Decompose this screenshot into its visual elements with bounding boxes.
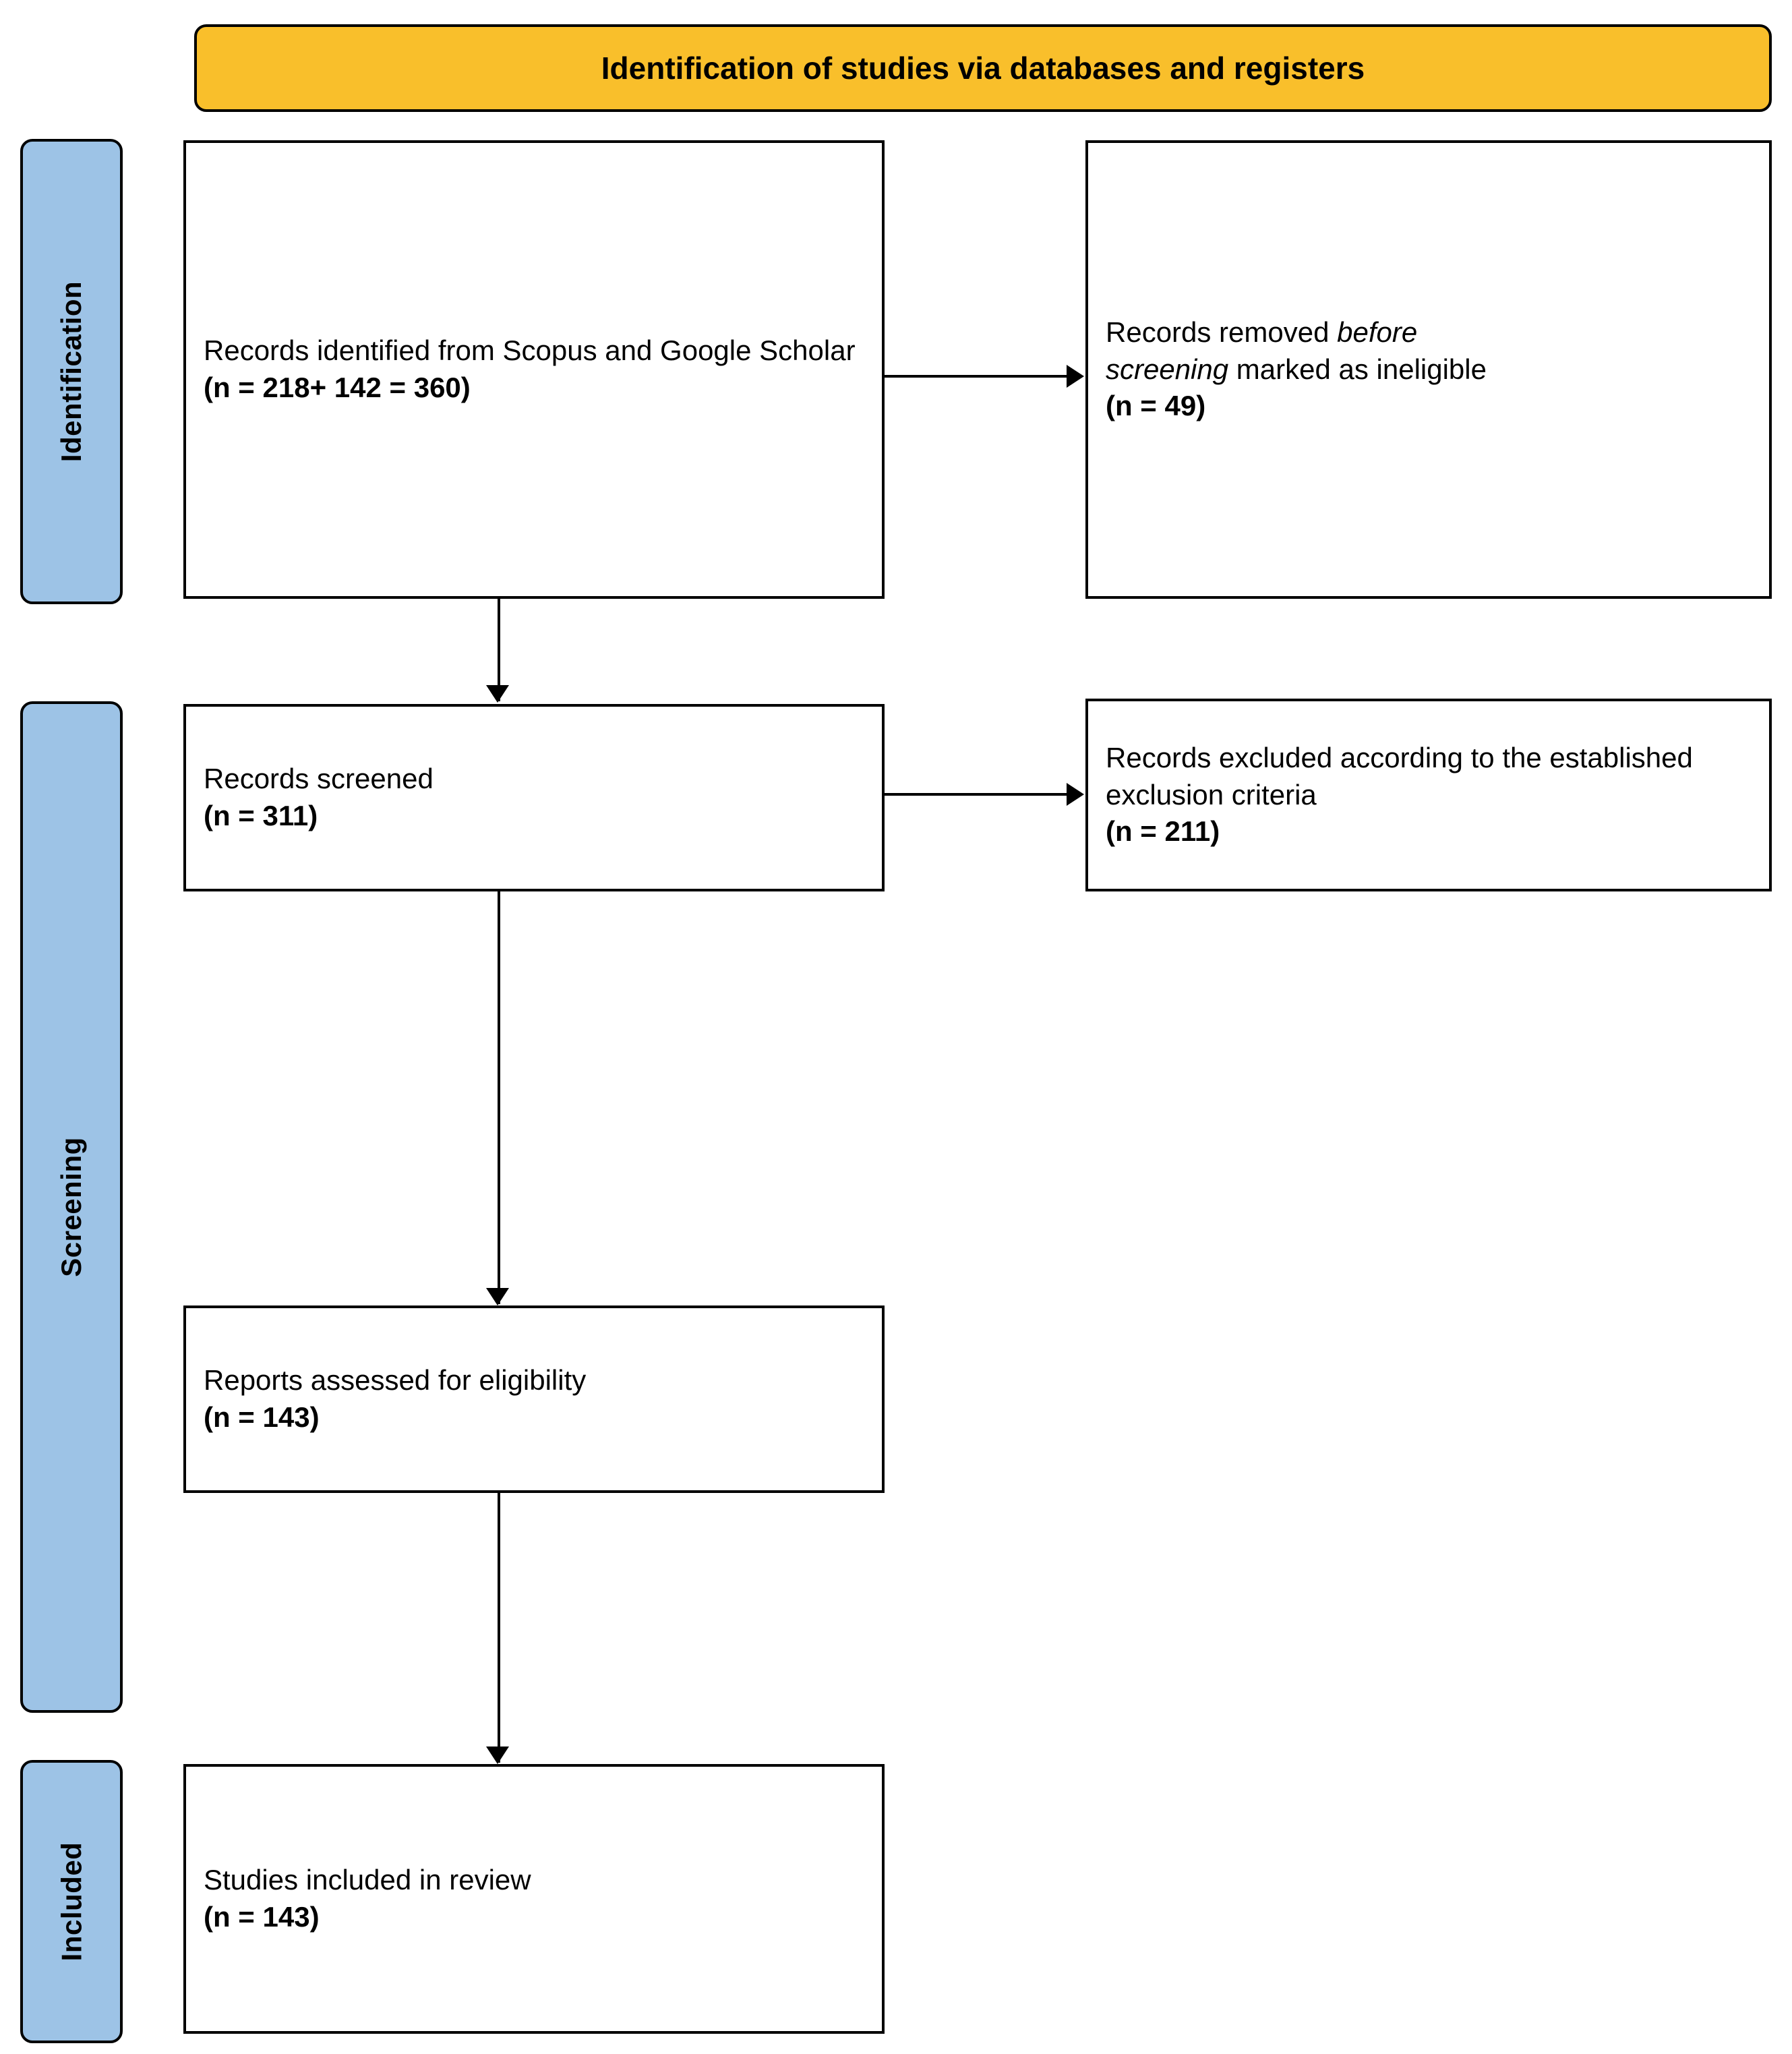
records-excluded-line1: Records excluded according to [1106,742,1495,774]
records-screened-line1: Records screened [204,763,434,795]
records-screened-count: (n = 311) [204,800,318,831]
phase-label-identification-text: Identification [55,281,87,463]
connector-screened-to-excluded [885,793,1067,796]
arrowhead-eligibility-to-included [486,1747,509,1764]
records-identified-line1: Records identified from Scopus [204,334,597,367]
reports-eligibility-line1: Reports assessed for eligibility [204,1364,587,1397]
box-records-excluded [1085,699,1772,891]
box-records-identified [183,140,885,599]
records-removed-line1-pre: Records removed [1106,316,1338,349]
box-reports-eligibility [183,1305,885,1493]
phase-label-screening-text: Screening [55,1137,88,1277]
arrowhead-screened-to-eligibility [486,1288,509,1305]
records-identified-line2: and Google Scholar [605,334,856,367]
arrowhead-identified-to-screened [486,685,509,703]
records-removed-line1-em: before [1337,316,1418,349]
diagram-banner [194,24,1772,112]
arrowhead-screened-to-excluded [1067,783,1084,806]
records-removed-line2-em: screening [1106,353,1229,385]
banner-title: Identification of studies via databases and registers [601,51,1365,86]
records-removed-count: (n = 49) [1106,390,1206,422]
phase-label-included-text: Included [55,1842,87,1962]
studies-included-line1: Studies included in review [204,1864,531,1896]
arrowhead-identified-to-removed [1067,365,1084,388]
records-identified-count: (n = 218+ 142 = 360) [204,372,471,403]
records-removed-line2-post: marked as ineligible [1228,353,1487,385]
connector-identified-to-removed [885,375,1067,378]
records-excluded-count: (n = 211) [1106,815,1220,848]
connector-screened-to-eligibility [498,891,500,1304]
connector-eligibility-to-included [498,1493,500,1763]
phase-label-screening [20,701,123,1713]
box-records-removed [1085,140,1772,599]
records-excluded-line2: the established exclusion criteria [1106,742,1693,811]
phase-label-included [20,1760,123,2043]
box-studies-included [183,1764,885,2034]
box-records-screened [183,704,885,891]
reports-eligibility-count: (n = 143) [204,1401,320,1433]
phase-label-identification [20,139,123,604]
studies-included-count: (n = 143) [204,1901,320,1933]
